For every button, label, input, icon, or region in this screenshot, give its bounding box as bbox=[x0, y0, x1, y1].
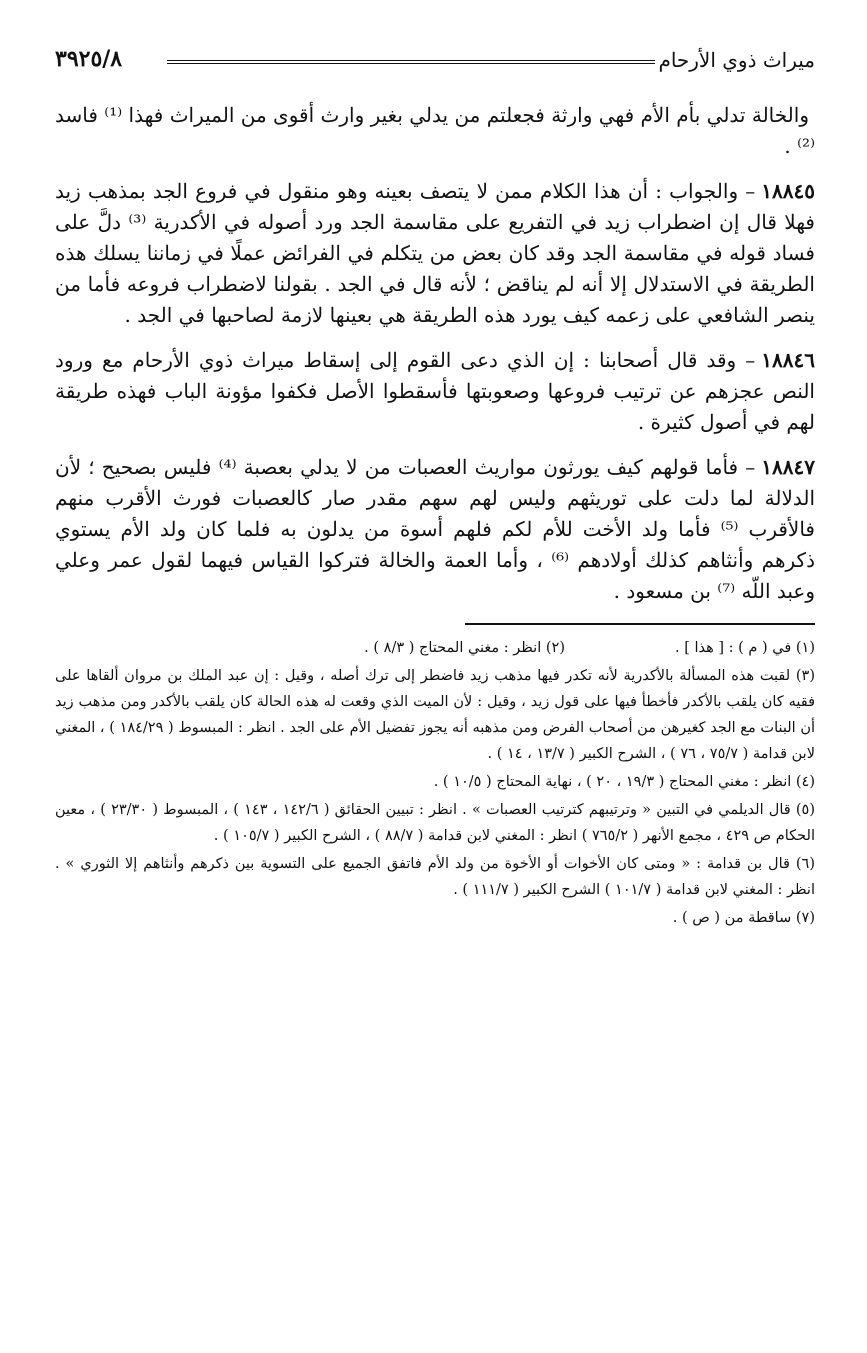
paragraph-18845 bbox=[55, 176, 815, 331]
paragraph-text: – وقد قال أصحابنا : إن الذي دعى القوم إلى إسقاط ميراث ذوي الأرحام مع ورود النص عجزهم عن ترتيب فروعها وصعوبتها فأسقطوا الأصل فكفوا مؤونة الباب فهذه طريقة لهم في أصول كثيرة . bbox=[55, 348, 815, 434]
header-title: ميراث ذوي الأرحام bbox=[658, 48, 815, 72]
paragraph-number: ١٨٨٤٦ bbox=[761, 348, 815, 372]
footnote-1: (١) في ( م ) : [ هذا ] . bbox=[674, 640, 815, 656]
paragraph-1 bbox=[55, 100, 815, 162]
footnote-2: (٢) انظر : مغني المحتاج ( ٨/٣ ) . bbox=[364, 640, 565, 656]
footnote-separator bbox=[465, 623, 815, 625]
footnote-4: (٤) انظر : مغني المحتاج ( ١٩/٣ ، ٢٠ ) ، نهاية المحتاج ( ١٠/٥ ) . bbox=[433, 774, 815, 790]
paragraph-text: – والجواب : أن هذا الكلام ممن لا يتصف بعينه وهو منقول في فروع الجد بمذهب زيد فهلا قال إن اضطراب زيد في التفريع على مقاسمة الجد ورد أصوله في الأكدرية ⁽³⁾ دلَّ على فساد قوله في مقاسمة الجد وقد كان بعض من يتكلم في الفرائض عملًا في زماننا يسلك هذه الطريقة في الاستدلال إلا أنه لم يناقض ؛ لأنه قال في الجد . بقولنا لاضطراب فروعه فأما من ينصر الشافعي على زعمه كيف يورد هذه الطريقة هي بعينها لازمة لصاحبها في الجد . bbox=[55, 179, 815, 327]
paragraph-text: والخالة تدلي بأم الأم فهي وارثة فجعلتم من يدلي بغير وارث أقوى من الميراث فهذا ⁽¹⁾ فاسد ⁽²⁾ . bbox=[55, 103, 815, 158]
paragraph-number: ١٨٨٤٥ bbox=[761, 179, 815, 203]
footnote-3: (٣) لقبت هذه المسألة بالأكدرية لأنه تكدر فيها مذهب زيد فاضطر إلى ترك أصله ، وقيل : إن عبد الملك بن مروان ألقاها على فقيه كان يلقب بالأكدر فأخطأ فيها على قول زيد ، وقيل : لأن الميت الذي وقعت له هذه الحالة كان يلقب بالأكدر ومن مذهب زيد أن البنات مع الجد كغيرهن من أصحاب الفرض ومن مذهبه أنه يجوز تفضيل الأم على الجد . انظر : المبسوط ( ١٨٤/٢٩ ) ، المغني لابن قدامة ( ٧٥/٧ ، ٧٦ ) ، الشرح الكبير ( ١٣/٧ ، ١٤ ) . bbox=[55, 668, 816, 762]
footnote-5: (٥) قال الديلمي في التبين « وترتيبهم كترتيب العصبات » . انظر : تبيين الحقائق ( ١٤٢/٦ ، ١٤٣ ) ، المبسوط ( ٢٣/٣٠ ) ، معين الحكام ص ٤٢٩ ، مجمع الأنهر ( ٧٦٥/٢ ) انظر : المغني لابن قدامة ( ٨٨/٧ ) ، الشرح الكبير ( ١٠٥/٧ ) . bbox=[55, 802, 815, 844]
footnote-row bbox=[55, 635, 815, 661]
paragraph-text: – فأما قولهم كيف يورثون مواريث العصبات من لا يدلي بعصبة ⁽⁴⁾ فليس بصحيح ؛ لأن الدلالة لما دلت على توريثهم وليس لهم سهم مقدر صار كالعصبات فورث الأقرب منهم فالأقرب ⁽⁵⁾ فأما ولد الأخت للأم لكم فلهم أسوة من يدلون به فلما كان ولد الأم يستوي ذكرهم وأنثاهم كذلك أولادهم ⁽⁶⁾ ، وأما العمة والخالة فتركوا القياس فيهما لقول عمر وعلي وعبد اللّه ⁽⁷⁾ بن مسعود . bbox=[55, 455, 815, 603]
header-rule bbox=[167, 60, 655, 64]
footnote-7: (٧) ساقطة من ( ص ) . bbox=[672, 910, 815, 926]
main-text bbox=[55, 100, 815, 607]
paragraph-number: ١٨٨٤٧ bbox=[761, 455, 815, 479]
paragraph-18847 bbox=[55, 452, 815, 607]
page-number: ٣٩٢٥/٨ bbox=[55, 46, 123, 72]
paragraph-18846 bbox=[55, 345, 815, 438]
running-header bbox=[55, 42, 815, 76]
book-page bbox=[55, 42, 815, 1332]
footnote-6: (٦) قال بن قدامة : « ومتى كان الأخوات أو الأخوة من ولد الأم فاتفق الجميع على التسوية بين ذكرهم وأنثاهم إلا الثوري » . انظر : المغني لابن قدامة ( ١٠١/٧ ) الشرح الكبير ( ١١١/٧ ) . bbox=[55, 856, 815, 898]
footnotes bbox=[55, 635, 815, 931]
